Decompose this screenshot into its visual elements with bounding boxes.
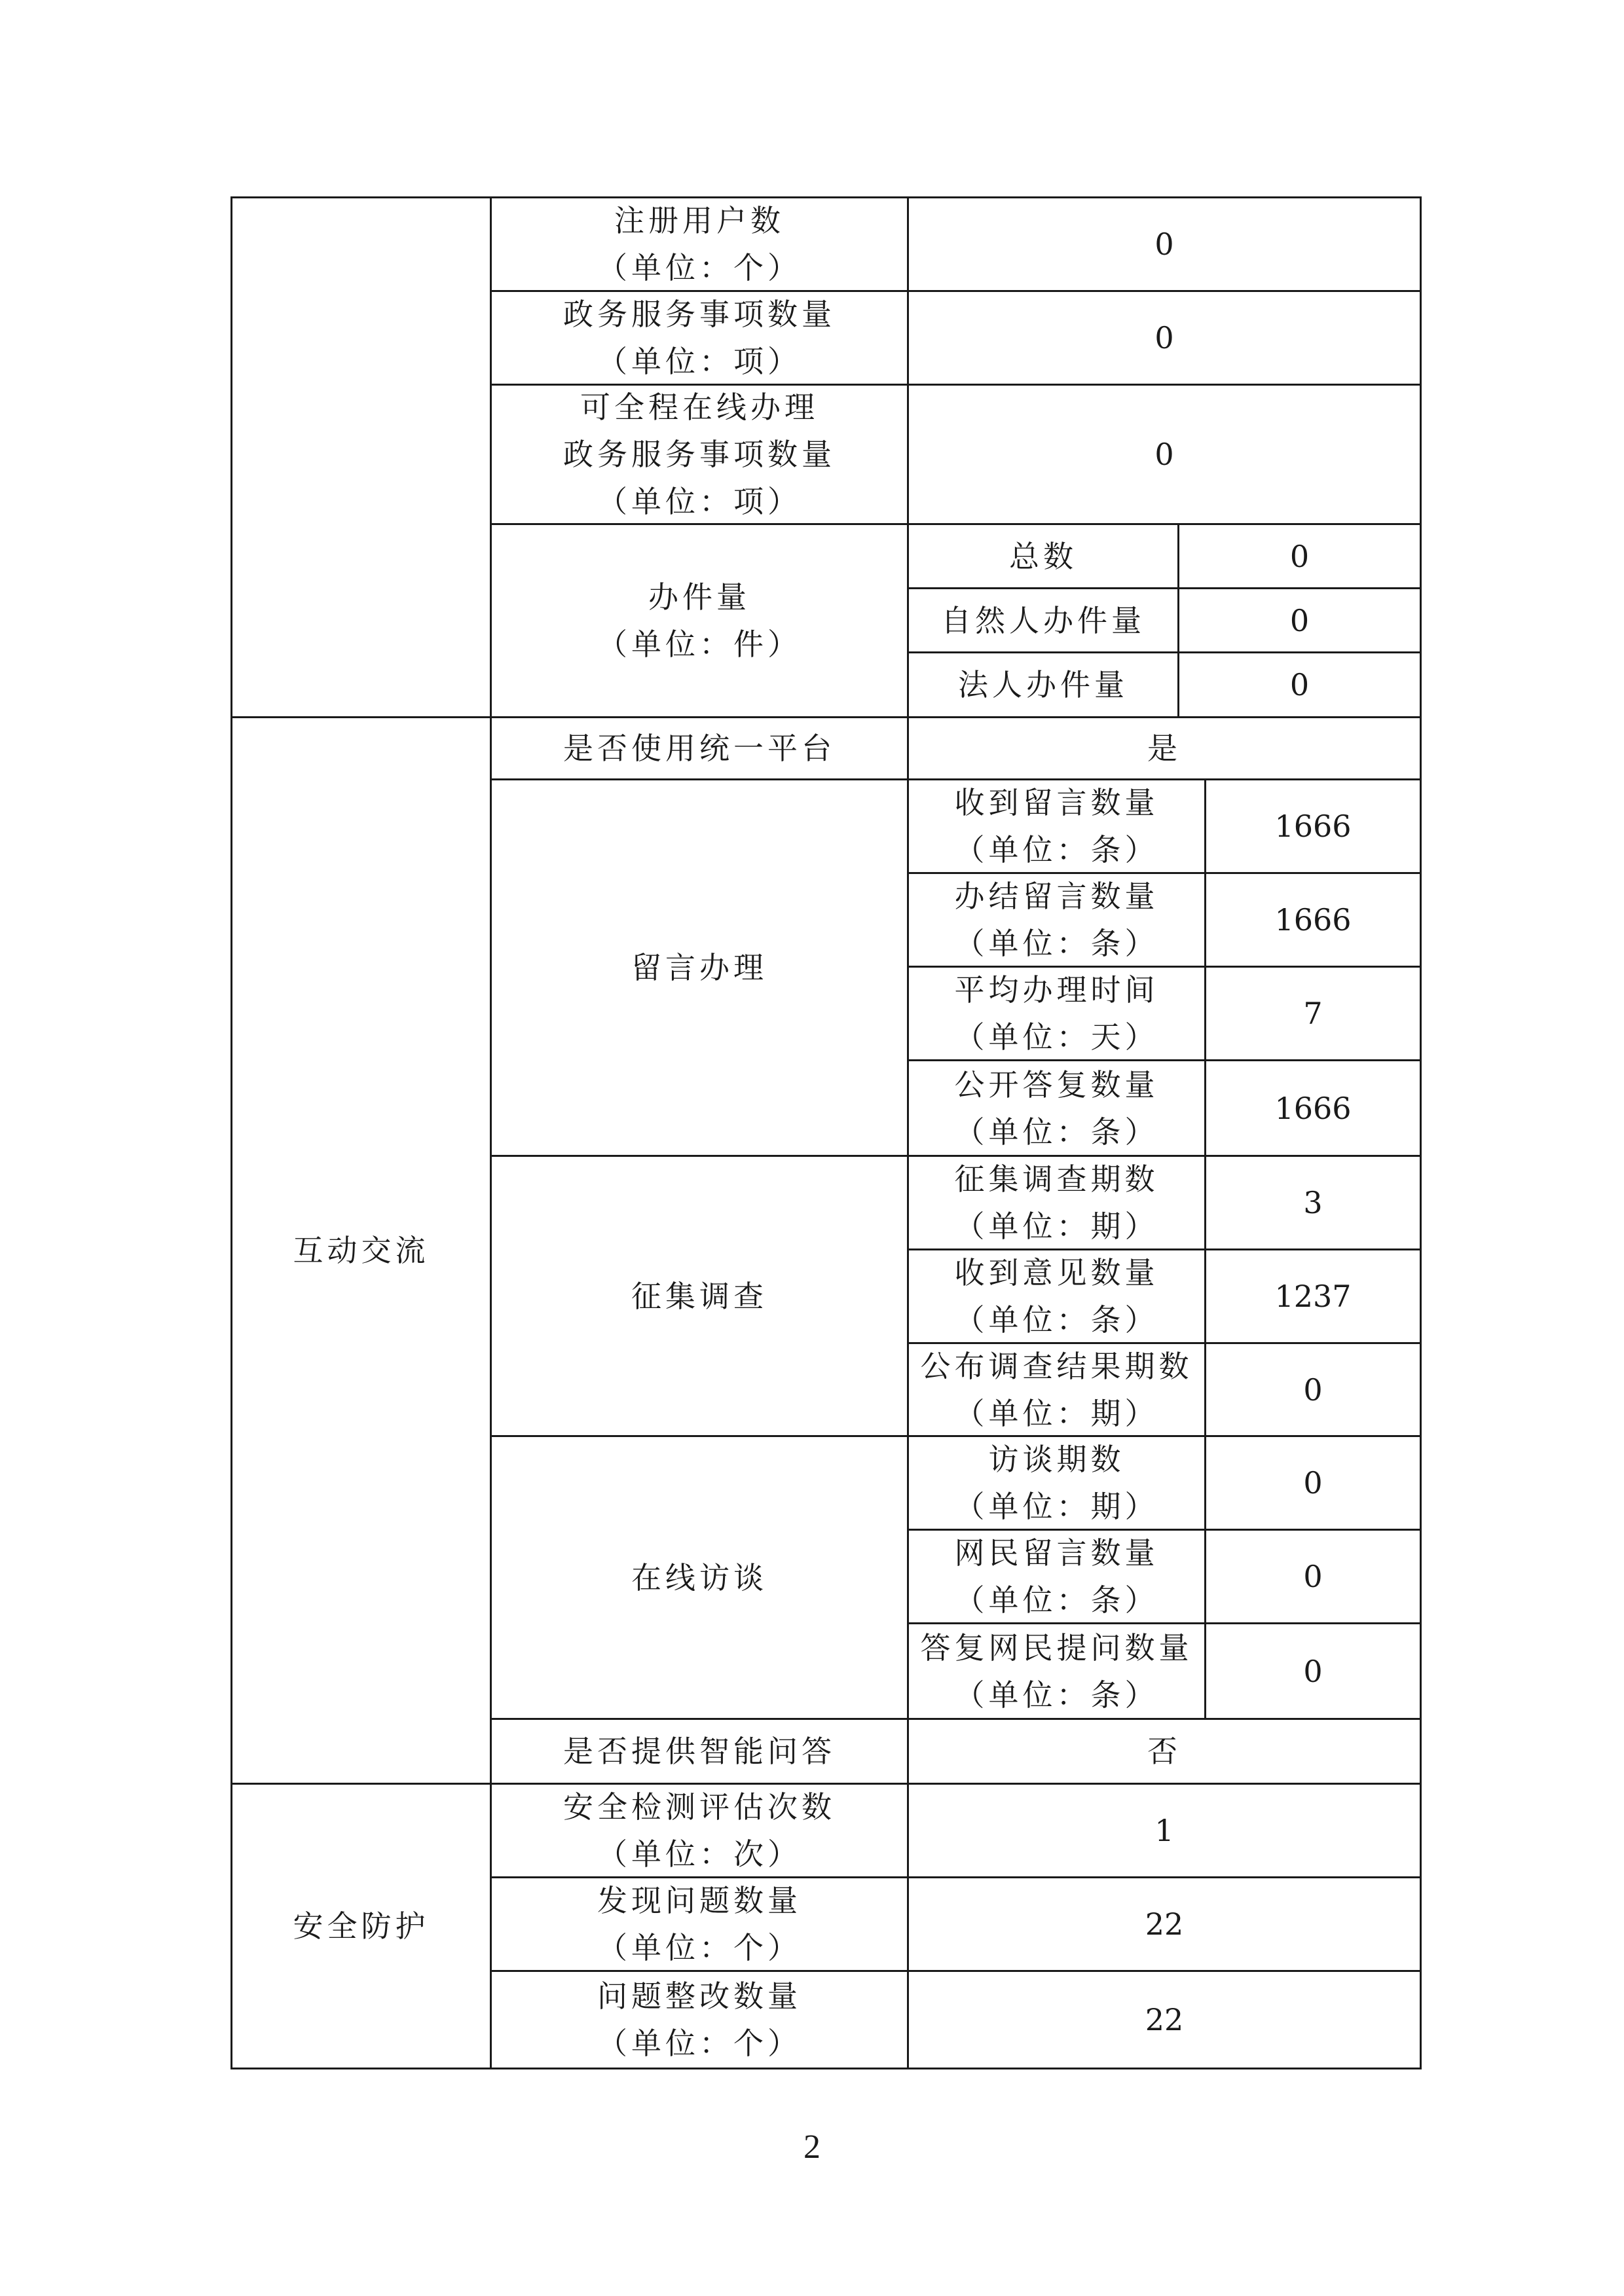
messages-label: 留言办理 [490, 778, 909, 1157]
survey-label: 征集调查 [490, 1155, 909, 1437]
survey-opinions-value: 1237 [1204, 1248, 1422, 1344]
messages-received-value: 1666 [1204, 778, 1422, 874]
unified-platform-value: 是 [907, 716, 1422, 780]
handling-legal-label: 法人办件量 [907, 651, 1179, 718]
service-items-label: 政务服务事项数量 （单位：项） [490, 290, 909, 386]
messages-public-reply-label: 公开答复数量 （单位：条） [907, 1059, 1206, 1157]
unified-platform-label: 是否使用统一平台 [490, 716, 909, 780]
handling-natural-label: 自然人办件量 [907, 587, 1179, 653]
security-problems-found-value: 22 [907, 1876, 1422, 1972]
interview-periods-label: 访谈期数 （单位：期） [907, 1435, 1206, 1531]
messages-received-label: 收到留言数量 （单位：条） [907, 778, 1206, 874]
section-security: 安全防护 [231, 1783, 492, 2069]
section-cell-empty [231, 196, 492, 718]
messages-avg-time-value: 7 [1204, 966, 1422, 1061]
security-evaluations-label: 安全检测评估次数 （单位：次） [490, 1783, 909, 1878]
interview-answered-value: 0 [1204, 1622, 1422, 1720]
survey-periods-value: 3 [1204, 1155, 1422, 1250]
survey-opinions-label: 收到意见数量 （单位：条） [907, 1248, 1206, 1344]
handling-total-label: 总数 [907, 523, 1179, 589]
interview-label: 在线访谈 [490, 1435, 909, 1720]
messages-completed-value: 1666 [1204, 872, 1422, 968]
section-interaction: 互动交流 [231, 716, 492, 1785]
interview-netizen-msgs-value: 0 [1204, 1529, 1422, 1624]
handling-natural-value: 0 [1177, 587, 1422, 653]
smart-qa-value: 否 [907, 1718, 1422, 1785]
interview-answered-label: 答复网民提问数量 （单位：条） [907, 1622, 1206, 1720]
online-items-label: 可全程在线办理 政务服务事项数量 （单位：项） [490, 384, 909, 525]
security-problems-fixed-label: 问题整改数量 （单位：个） [490, 1970, 909, 2069]
registered-users-value: 0 [907, 196, 1422, 292]
messages-completed-label: 办结留言数量 （单位：条） [907, 872, 1206, 968]
smart-qa-label: 是否提供智能问答 [490, 1718, 909, 1785]
handling-legal-value: 0 [1177, 651, 1422, 718]
interview-periods-value: 0 [1204, 1435, 1422, 1531]
survey-results-value: 0 [1204, 1342, 1422, 1437]
service-items-value: 0 [907, 290, 1422, 386]
interview-netizen-msgs-label: 网民留言数量 （单位：条） [907, 1529, 1206, 1624]
handling-label: 办件量 （单位：件） [490, 523, 909, 718]
page-number: 2 [803, 2128, 821, 2166]
security-problems-found-label: 发现问题数量 （单位：个） [490, 1876, 909, 1972]
registered-users-label: 注册用户数 （单位：个） [490, 196, 909, 292]
security-evaluations-value: 1 [907, 1783, 1422, 1878]
security-problems-fixed-value: 22 [907, 1970, 1422, 2069]
handling-total-value: 0 [1177, 523, 1422, 589]
survey-results-label: 公布调查结果期数 （单位：期） [907, 1342, 1206, 1437]
online-items-value: 0 [907, 384, 1422, 525]
messages-avg-time-label: 平均办理时间 （单位：天） [907, 966, 1206, 1061]
messages-public-reply-value: 1666 [1204, 1059, 1422, 1157]
survey-periods-label: 征集调查期数 （单位：期） [907, 1155, 1206, 1250]
